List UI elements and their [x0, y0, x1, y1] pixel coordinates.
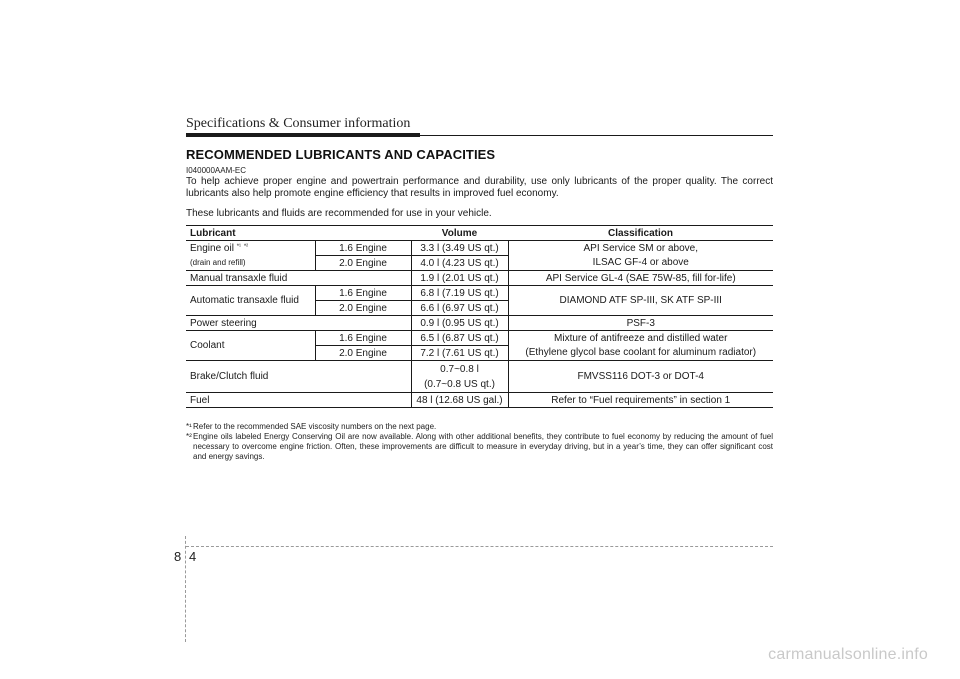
footer-dashed-divider [185, 536, 186, 642]
engine-oil-volume-1: 3.3 l (3.49 US qt.) [411, 241, 508, 256]
table-row [186, 393, 773, 408]
brake-fluid-name: Brake/Clutch fluid [186, 361, 411, 393]
intro-sentence: These lubricants and fluids are recommended for use in your vehicle. [186, 208, 492, 219]
fuel-class: Refer to “Fuel requirements” in section 1 [508, 393, 773, 408]
engine-oil-engine-1: 1.6 Engine [315, 241, 411, 256]
coolant-engine-1: 1.6 Engine [315, 331, 411, 346]
engine-oil-sub: (drain and refill) [186, 256, 315, 271]
engine-oil-name: Engine oil [190, 242, 234, 254]
manual-transaxle-class: API Service GL-4 (SAE 75W-85, fill for-life) [508, 271, 773, 286]
footnotes [186, 422, 773, 462]
engine-oil-label [186, 241, 315, 256]
manual-transaxle-name: Manual transaxle fluid [186, 271, 411, 286]
header-classification: Classification [508, 226, 773, 241]
automatic-engine-1: 1.6 Engine [315, 286, 411, 301]
engine-oil-class-1: API Service SM or above, [508, 241, 773, 256]
header-title: Specifications & Consumer information [186, 116, 411, 131]
footnote-mark-1: *¹ [236, 243, 242, 250]
header-lubricant: Lubricant [186, 226, 411, 241]
coolant-volume-1: 6.5 l (6.87 US qt.) [411, 331, 508, 346]
document-code: I040000AAM-EC [186, 166, 247, 175]
power-steering-name: Power steering [186, 316, 411, 331]
header-rule-thin [420, 135, 773, 136]
power-steering-class: PSF-3 [508, 316, 773, 331]
table-row [186, 331, 773, 346]
coolant-class-1: Mixture of antifreeze and distilled water [508, 331, 773, 346]
table-row [186, 271, 773, 286]
coolant-name: Coolant [186, 331, 315, 361]
footnote-2 [186, 432, 773, 462]
footer-dashed-rule [186, 546, 773, 547]
header-volume: Volume [411, 226, 508, 241]
automatic-volume-2: 6.6 l (6.97 US qt.) [411, 301, 508, 316]
intro-paragraph: To help achieve proper engine and powertrain performance and durability, use only lubricants of the proper quality. The correct lubricants also help promote engine efficiency that results in improved fuel economy. [186, 176, 773, 199]
power-steering-volume: 0.9 l (0.95 US qt.) [411, 316, 508, 331]
coolant-volume-2: 7.2 l (7.61 US qt.) [411, 346, 508, 361]
watermark: carmanualsonline.info [768, 646, 928, 663]
fuel-volume: 48 l (12.68 US gal.) [411, 393, 508, 408]
automatic-volume-1: 6.8 l (7.19 US qt.) [411, 286, 508, 301]
fuel-name: Fuel [186, 393, 411, 408]
table-header-row [186, 226, 773, 241]
engine-oil-class-2: ILSAC GF-4 or above [508, 256, 773, 271]
table-row [186, 316, 773, 331]
page-section-number: 8 [174, 549, 182, 564]
footnote-1 [186, 422, 773, 432]
table-row [186, 241, 773, 256]
section-title: RECOMMENDED LUBRICANTS AND CAPACITIES [186, 147, 496, 162]
engine-oil-volume-2: 4.0 l (4.23 US qt.) [411, 256, 508, 271]
table-row [186, 286, 773, 301]
automatic-transaxle-name: Automatic transaxle fluid [186, 286, 315, 316]
brake-fluid-volume [411, 361, 508, 393]
footnote-1-text: Refer to the recommended SAE viscosity numbers on the next page. [193, 422, 437, 431]
automatic-transaxle-class: DIAMOND ATF SP-III, SK ATF SP-III [508, 286, 773, 316]
manual-transaxle-volume: 1.9 l (2.01 US qt.) [411, 271, 508, 286]
header-rule-thick [186, 133, 420, 137]
page-number: 4 [189, 549, 197, 564]
lubricants-table [186, 225, 773, 408]
footnote-mark-2: *² [243, 243, 249, 250]
brake-fluid-volume-2: (0.7~0.8 US qt.) [424, 378, 495, 390]
automatic-engine-2: 2.0 Engine [315, 301, 411, 316]
table-row [186, 361, 773, 393]
footnote-1-mark: *¹ [186, 422, 192, 431]
engine-oil-engine-2: 2.0 Engine [315, 256, 411, 271]
brake-fluid-class: FMVSS116 DOT-3 or DOT-4 [508, 361, 773, 393]
footnote-2-text: Engine oils labeled Energy Conserving Oil are now available. Along with other additional benefits, they contribute to fuel economy by reducing the amount of fuel necessary to overcome engine friction. Often, these improvements are difficult to measure in everyday driving, but in a year’s time, they can offer significant cost and energy savings. [193, 432, 773, 461]
coolant-class-2: (Ethylene glycol base coolant for aluminum radiator) [508, 346, 773, 361]
table-row [186, 256, 773, 271]
brake-fluid-volume-1: 0.7~0.8 l [440, 363, 479, 375]
coolant-engine-2: 2.0 Engine [315, 346, 411, 361]
footnote-2-mark: *² [186, 432, 192, 441]
